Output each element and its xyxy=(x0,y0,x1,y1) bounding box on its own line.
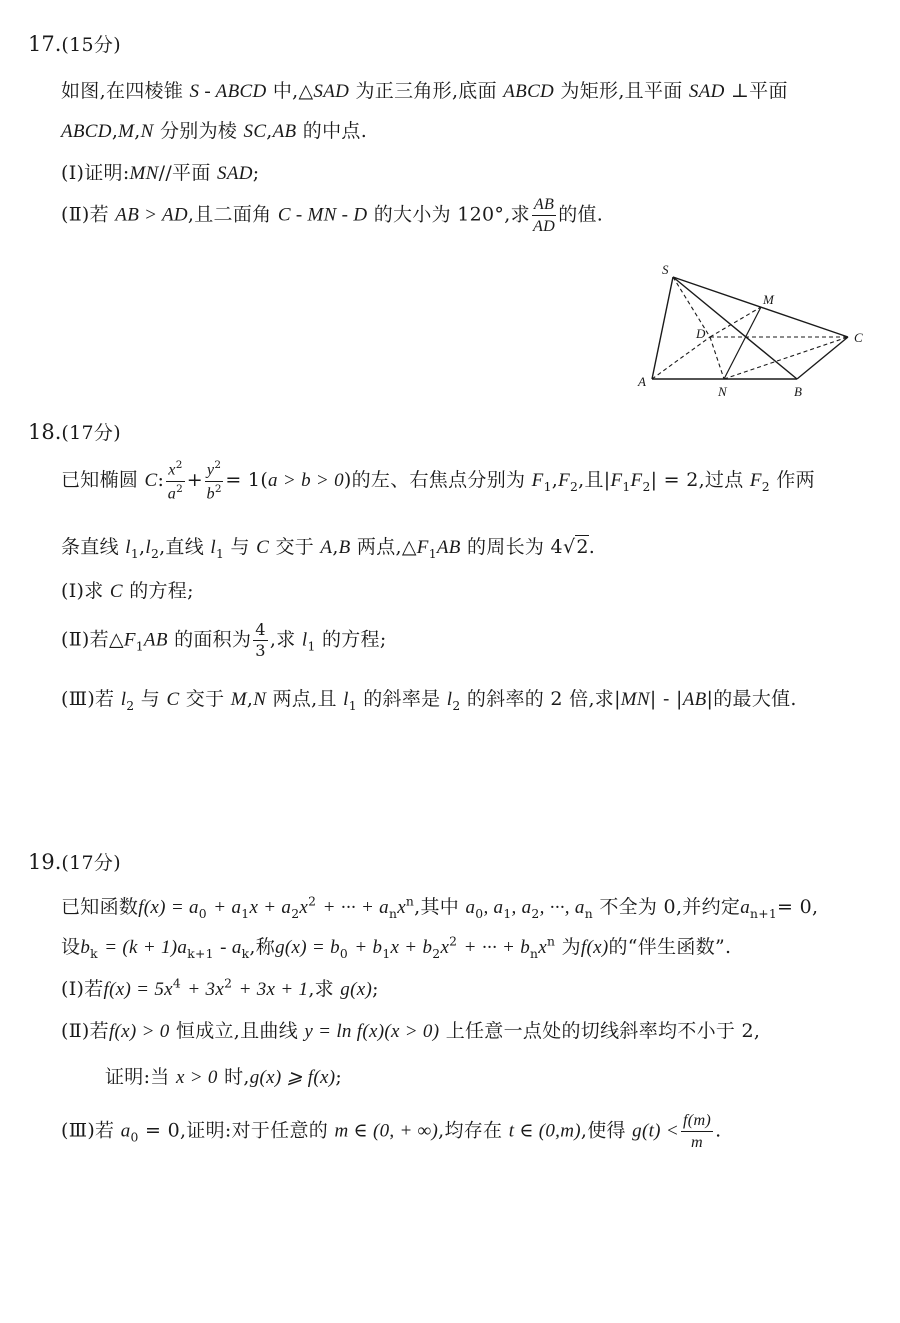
segment-dn xyxy=(710,337,724,379)
math: = (k + 1)a xyxy=(104,937,188,958)
text: 不全为 0,并约定 xyxy=(599,896,741,918)
text: ; xyxy=(372,978,379,1000)
sub: 1 xyxy=(135,639,144,654)
math: F xyxy=(610,470,623,492)
math: C - MN - D xyxy=(277,204,368,226)
problem-19-part-3 xyxy=(61,1112,721,1151)
problem-17-stem-line1 xyxy=(61,76,788,103)
math: SAD xyxy=(313,81,350,102)
text: ; xyxy=(335,1066,343,1088)
edge-bc xyxy=(797,337,848,379)
text: 的斜率的 2 倍,求| xyxy=(466,688,621,710)
math: F xyxy=(558,470,570,492)
part-label: (Ⅲ)若 xyxy=(61,1119,115,1142)
math: + ··· + a xyxy=(322,897,389,918)
math: F xyxy=(749,470,762,492)
text: | - | xyxy=(649,688,683,710)
math: M xyxy=(118,121,135,142)
problem-18-number-text: 18. xyxy=(28,420,62,444)
text: , xyxy=(246,688,254,710)
sub: 0 xyxy=(475,906,484,921)
math: B xyxy=(338,537,351,558)
math: , ···, a xyxy=(539,897,585,918)
math: + 3x + 1 xyxy=(238,979,309,1000)
text: . xyxy=(715,1119,722,1142)
text: 的中点. xyxy=(302,120,368,142)
text: 已知函数 xyxy=(61,896,139,918)
math: + b xyxy=(354,937,383,958)
text: 条直线 xyxy=(61,536,119,558)
math: x xyxy=(538,937,547,958)
math: , a xyxy=(483,897,504,918)
problem-18-stem-line2: 条直线 $l_1,l_2$,直线 $l_1$ 与 C 交于 A,B 两点$,\triangle F_1AB$ 的周长为 4√2. xyxy=(61,536,596,561)
part-label: (Ⅱ)若△ xyxy=(61,628,124,651)
text: = 0, xyxy=(777,896,819,918)
text: ,其中 xyxy=(414,896,460,918)
sub: 2 xyxy=(531,906,540,921)
math: AB xyxy=(143,629,168,651)
math: AB > AD xyxy=(115,204,188,226)
math: C xyxy=(144,470,158,492)
math: SC xyxy=(243,121,267,142)
math: C xyxy=(166,689,180,710)
math: , a xyxy=(511,897,532,918)
math: l xyxy=(210,537,216,558)
problem-18-part-1 xyxy=(61,576,194,603)
text: ,使得 xyxy=(580,1119,626,1142)
text: : xyxy=(157,469,165,492)
math: ABCD xyxy=(503,81,555,102)
exp: 2 xyxy=(214,459,222,471)
sub: 2 xyxy=(291,906,300,921)
problem-18-stem-line1: 已知椭圆 C: $\frac{x^2}{a^2}$ + $\frac{y^2}{b^2}$ = 1(a > b > 0)的左、右焦点分别为 $F_1,F_2$,且$|F_1F_2| = 2$,过点 $F_2$ 作两 xyxy=(61,459,815,502)
sup: 2 xyxy=(224,976,233,991)
label-a: A xyxy=(638,374,646,389)
math: AB xyxy=(272,121,297,142)
problem-18-number xyxy=(28,418,121,445)
problem-19-part-2-line2 xyxy=(105,1062,342,1089)
x: x xyxy=(168,461,176,479)
text: 的“伴生函数”. xyxy=(608,936,732,958)
edge-sb xyxy=(673,277,797,379)
exp: 2 xyxy=(176,482,184,495)
fraction-four-thirds xyxy=(253,622,268,659)
part-label: (Ⅱ)若 xyxy=(61,1020,109,1042)
text: ; xyxy=(252,162,260,184)
problem-17-score: (15分) xyxy=(61,34,121,56)
text: ,且二面角 xyxy=(187,203,272,226)
text: | = 2,过点 xyxy=(650,469,744,492)
math: m ∈ (0, + ∞) xyxy=(334,1120,439,1142)
text: 作两 xyxy=(776,469,815,492)
fraction-ab-over-ad xyxy=(532,196,556,235)
text: , xyxy=(332,536,339,558)
math: MN xyxy=(129,163,159,184)
pyramid-figure xyxy=(630,262,870,402)
sup: 2 xyxy=(308,894,317,909)
math: l xyxy=(343,689,349,710)
sub: k xyxy=(90,946,98,961)
math: N xyxy=(253,689,267,710)
problem-19-number xyxy=(28,848,121,875)
math: 120° xyxy=(457,203,505,226)
math: b xyxy=(80,937,91,958)
fraction-y2-over-b2 xyxy=(205,460,223,502)
sub: n xyxy=(530,946,539,961)
sub: 2 xyxy=(452,698,461,713)
label-m: M xyxy=(763,292,774,307)
math: g(x) xyxy=(340,979,373,1000)
math: + a xyxy=(213,897,242,918)
text: 为正三角形,底面 xyxy=(355,80,497,102)
math: S - ABCD xyxy=(189,81,267,102)
sup: 4 xyxy=(172,976,182,991)
math: N xyxy=(140,121,154,142)
text: 时, xyxy=(224,1066,250,1088)
text: //平面 xyxy=(158,162,211,184)
math: l xyxy=(120,689,127,710)
edge-sa xyxy=(652,277,673,379)
text: . xyxy=(588,536,596,558)
math: a xyxy=(740,897,750,918)
math: g(x) = b xyxy=(275,937,340,958)
math: + 3x xyxy=(187,979,225,1000)
label-c: C xyxy=(854,330,863,345)
text: = 1( xyxy=(225,469,269,492)
problem-19-stem-line1 xyxy=(61,892,818,921)
denominator: 3 xyxy=(255,641,266,661)
text: 的值. xyxy=(558,203,604,226)
math: g(t) < xyxy=(632,1120,679,1142)
math: x xyxy=(440,937,450,958)
label-d: D xyxy=(696,326,706,341)
part-label: (Ⅱ)若 xyxy=(61,203,109,226)
math: A xyxy=(320,537,333,558)
sub: 2 xyxy=(761,479,770,494)
math: l xyxy=(301,629,308,651)
math: ABCD xyxy=(61,121,112,142)
sub: n xyxy=(584,906,593,921)
problem-19-number-text: 19. xyxy=(28,850,62,874)
text: 的面积为 xyxy=(174,628,252,651)
math: l xyxy=(145,537,151,558)
math: a > b > 0 xyxy=(268,470,344,492)
sub: 1 xyxy=(543,479,552,494)
label-b: B xyxy=(794,384,802,399)
math: MN xyxy=(620,689,650,710)
problem-17-part-1 xyxy=(61,158,259,185)
sup: 2 xyxy=(449,934,458,949)
math: a xyxy=(465,897,476,918)
text: , xyxy=(111,120,119,142)
math: f(x) xyxy=(580,937,609,958)
math: x > 0 xyxy=(175,1067,218,1088)
text: ,求 xyxy=(504,203,530,226)
math: AB xyxy=(682,689,707,710)
math: x xyxy=(397,897,406,918)
text: 证明:当 xyxy=(105,1066,170,1088)
math: x xyxy=(299,897,309,918)
problem-19-part-2 xyxy=(61,1016,760,1043)
denominator: m xyxy=(691,1134,704,1152)
exp: 2 xyxy=(214,482,222,495)
sub: 1 xyxy=(130,546,139,561)
text: 与 xyxy=(140,688,161,710)
text: 的方程; xyxy=(321,628,387,651)
sup: n xyxy=(405,894,415,909)
math: F xyxy=(123,629,136,651)
sub: 1 xyxy=(622,479,631,494)
math: l xyxy=(446,689,453,710)
sub: k+1 xyxy=(187,946,214,961)
problem-19-part-1 xyxy=(61,974,379,1001)
sub: 2 xyxy=(569,479,579,494)
numerator: f(m) xyxy=(682,1112,712,1129)
part-label: (Ⅰ)若 xyxy=(61,978,104,1000)
math: f(x) > 0 xyxy=(108,1021,170,1042)
sub: 0 xyxy=(339,946,349,961)
text: 恒成立,且曲线 xyxy=(175,1020,299,1042)
problem-19-score: (17分) xyxy=(61,852,121,874)
label-s: S xyxy=(662,262,669,277)
problem-17-number xyxy=(28,30,121,57)
math: - a xyxy=(220,937,242,958)
text: 已知椭圆 xyxy=(61,469,139,492)
denominator: AD xyxy=(532,218,556,236)
math: x + b xyxy=(390,937,433,958)
sub: 2 xyxy=(150,546,160,561)
text: , xyxy=(266,120,273,142)
text: 如图,在四棱锥 xyxy=(61,80,184,102)
problem-17-part-2 xyxy=(61,196,603,235)
math: g(x) ⩾ f(x) xyxy=(249,1067,336,1088)
part-label: (Ⅲ)若 xyxy=(61,688,115,710)
y: y xyxy=(206,461,215,479)
problem-18-score: (17分) xyxy=(61,422,121,444)
sub: 2 xyxy=(126,698,135,713)
sub: 1 xyxy=(428,546,437,561)
math: a xyxy=(120,1120,131,1142)
part-label: (Ⅰ)求 xyxy=(61,580,104,602)
text: 上任意一点处的切线斜率均不小于 2, xyxy=(445,1020,761,1042)
text: 与 xyxy=(230,536,250,558)
sup: n xyxy=(547,934,556,949)
text: 交于 xyxy=(185,688,225,710)
sub: 1 xyxy=(382,946,391,961)
sub: 1 xyxy=(241,906,250,921)
sub: n xyxy=(388,906,398,921)
math: + ··· + b xyxy=(463,937,531,958)
text: ⊥平面 xyxy=(730,80,788,102)
text: ,求 xyxy=(269,628,296,651)
sub: 2 xyxy=(432,946,441,961)
text: 的大小为 xyxy=(373,203,451,226)
math: C xyxy=(256,537,270,558)
label-n: N xyxy=(718,384,727,399)
text: 的斜率是 xyxy=(363,688,441,710)
math: F xyxy=(531,470,544,492)
text: 中,△ xyxy=(272,80,314,102)
text: )的左、右焦点分别为 xyxy=(343,469,526,492)
math: F xyxy=(630,470,643,492)
sub: 0 xyxy=(130,1130,139,1145)
text: ,均存在 xyxy=(438,1119,503,1142)
sub: 2 xyxy=(642,479,651,494)
math: y = ln f(x)(x > 0) xyxy=(304,1021,440,1042)
sub: n+1 xyxy=(750,906,778,921)
text: 交于 xyxy=(275,536,315,558)
math: l xyxy=(125,537,131,558)
text: |的最大值. xyxy=(706,688,797,710)
text: 两点,且 xyxy=(272,688,337,710)
math: SAD xyxy=(217,163,253,184)
math: x + a xyxy=(249,897,292,918)
text: , xyxy=(134,120,141,142)
text: 分别为棱 xyxy=(159,120,238,142)
math: AB xyxy=(436,537,461,558)
problem-17-stem-line2 xyxy=(61,116,367,143)
numerator: 4 xyxy=(253,622,268,641)
problem-18-part-2 xyxy=(61,622,387,659)
math: f(x) = 5x xyxy=(103,979,173,1000)
problem-17-number-text: 17. xyxy=(28,32,62,56)
text: 的周长为 4 xyxy=(467,536,563,558)
text: 设 xyxy=(61,936,81,958)
text: 两点,△ xyxy=(356,536,417,558)
math: M xyxy=(230,689,247,710)
sub: 1 xyxy=(307,639,316,654)
text: ,称 xyxy=(249,936,276,958)
text: 的方程; xyxy=(129,580,194,602)
fraction-fm-over-m xyxy=(681,1112,713,1151)
text: = 0,证明:对于任意的 xyxy=(145,1119,329,1142)
math: t ∈ (0,m) xyxy=(508,1120,581,1142)
sub: 1 xyxy=(348,698,357,713)
text: ,且| xyxy=(578,469,611,492)
sub: 0 xyxy=(198,906,207,921)
text: ,求 xyxy=(308,978,334,1000)
numerator: AB xyxy=(533,196,555,213)
fraction-x2-over-a2 xyxy=(166,460,184,502)
sub: 1 xyxy=(503,906,512,921)
problem-19-stem-line2 xyxy=(61,932,731,961)
a: a xyxy=(167,484,177,502)
problem-18-part-3 xyxy=(61,684,797,713)
math: SAD xyxy=(688,81,725,102)
part-label: (Ⅰ)证明: xyxy=(61,162,130,184)
sub: k xyxy=(241,946,250,961)
sub: 1 xyxy=(215,546,225,561)
text: 为 xyxy=(561,936,581,958)
edge-ad xyxy=(652,337,710,379)
math: f(x) = a xyxy=(138,897,199,918)
exp: 2 xyxy=(175,459,183,471)
sqrt-radicand: 2 xyxy=(576,536,589,558)
text: 为矩形,且平面 xyxy=(560,80,683,102)
b: b xyxy=(206,484,215,502)
text: ,直线 xyxy=(159,536,205,558)
math: F xyxy=(416,537,429,558)
math: C xyxy=(109,581,123,602)
